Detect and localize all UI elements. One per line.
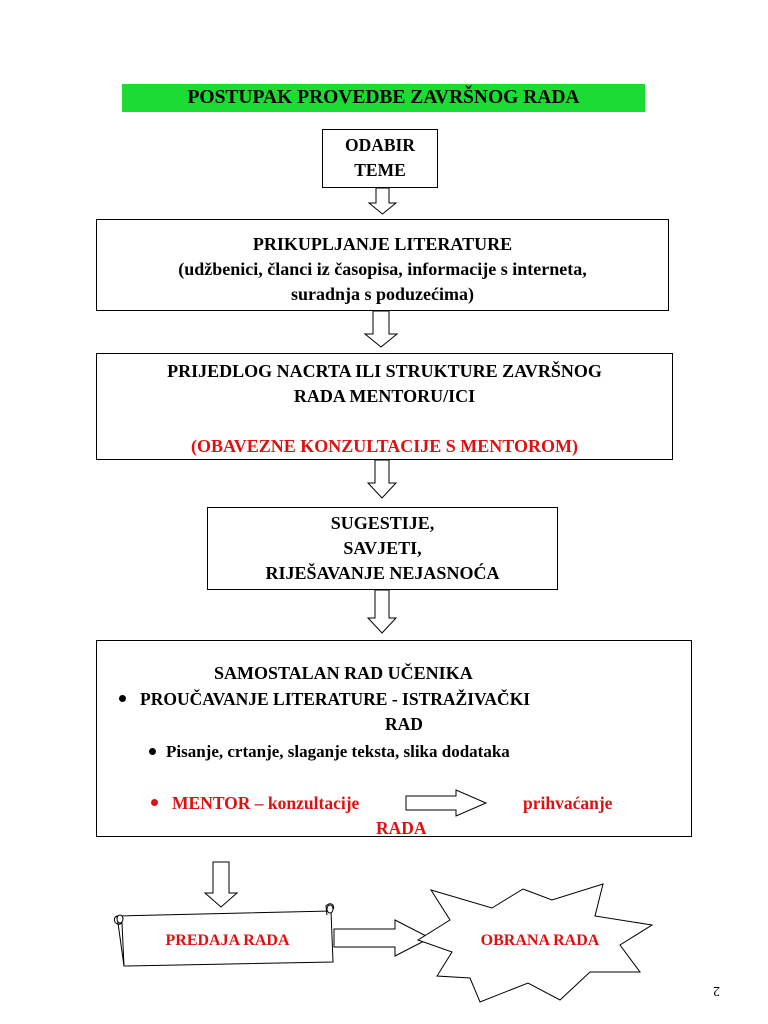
bullet-mentor-rada: RADA [376,818,427,838]
predaja-rada-label: PREDAJA RADA [165,932,290,949]
step-prikupljanje-line3: suradnja s poduzećima) [290,284,474,304]
obrana-rada-label: OBRANA RADA [480,932,600,949]
step-odabir-line2: TEME [354,160,406,180]
down-arrow-icon [365,311,397,347]
down-arrow-icon [369,188,396,214]
bullet-mentor-prihvacanje: prihvaćanje [523,793,613,813]
bullet-pisanje-text: Pisanje, crtanje, slaganje teksta, slika dodataka [166,742,510,761]
right-arrow-icon [334,920,430,956]
down-arrow-icon [368,460,396,498]
step-prijedlog-line1: PRIJEDLOG NACRTA ILI STRUKTURE ZAVRŠNOG [167,361,602,381]
right-arrow-icon [406,790,486,816]
down-arrow-icon [205,862,237,907]
step-prikupljanje-line1: PRIKUPLJANJE LITERATURE [252,234,513,254]
step-prijedlog-line2: RADA MENTORU/ICI [293,386,476,406]
bullet-proucavanje-text: PROUČAVANJE LITERATURE - ISTRAŽIVAČKI [140,689,531,709]
page-title: POSTUPAK PROVEDBE ZAVRŠNOG RADA [122,84,645,112]
step-prijedlog-note: (OBAVEZNE KONZULTACIJE S MENTOROM) [191,436,578,456]
step-sugestije-line2: SAVJETI, [343,538,422,558]
down-arrow-icon [368,590,396,633]
step-samostalan-heading: SAMOSTALAN RAD UČENIKA [214,663,473,683]
page-number: 2 [713,983,720,998]
bullet-proucavanje-line2: RAD [385,714,423,734]
step-prikupljanje-line2: (udžbenici, članci iz časopisa, informacije s interneta, [178,259,587,279]
bullet-mentor-text: MENTOR – konzultacije [172,793,360,813]
step-sugestije-line1: SUGESTIJE, [330,513,435,533]
step-sugestije-line3: RIJEŠAVANJE NEJASNOĆA [265,563,500,583]
step-odabir-line1: ODABIR [344,135,415,155]
